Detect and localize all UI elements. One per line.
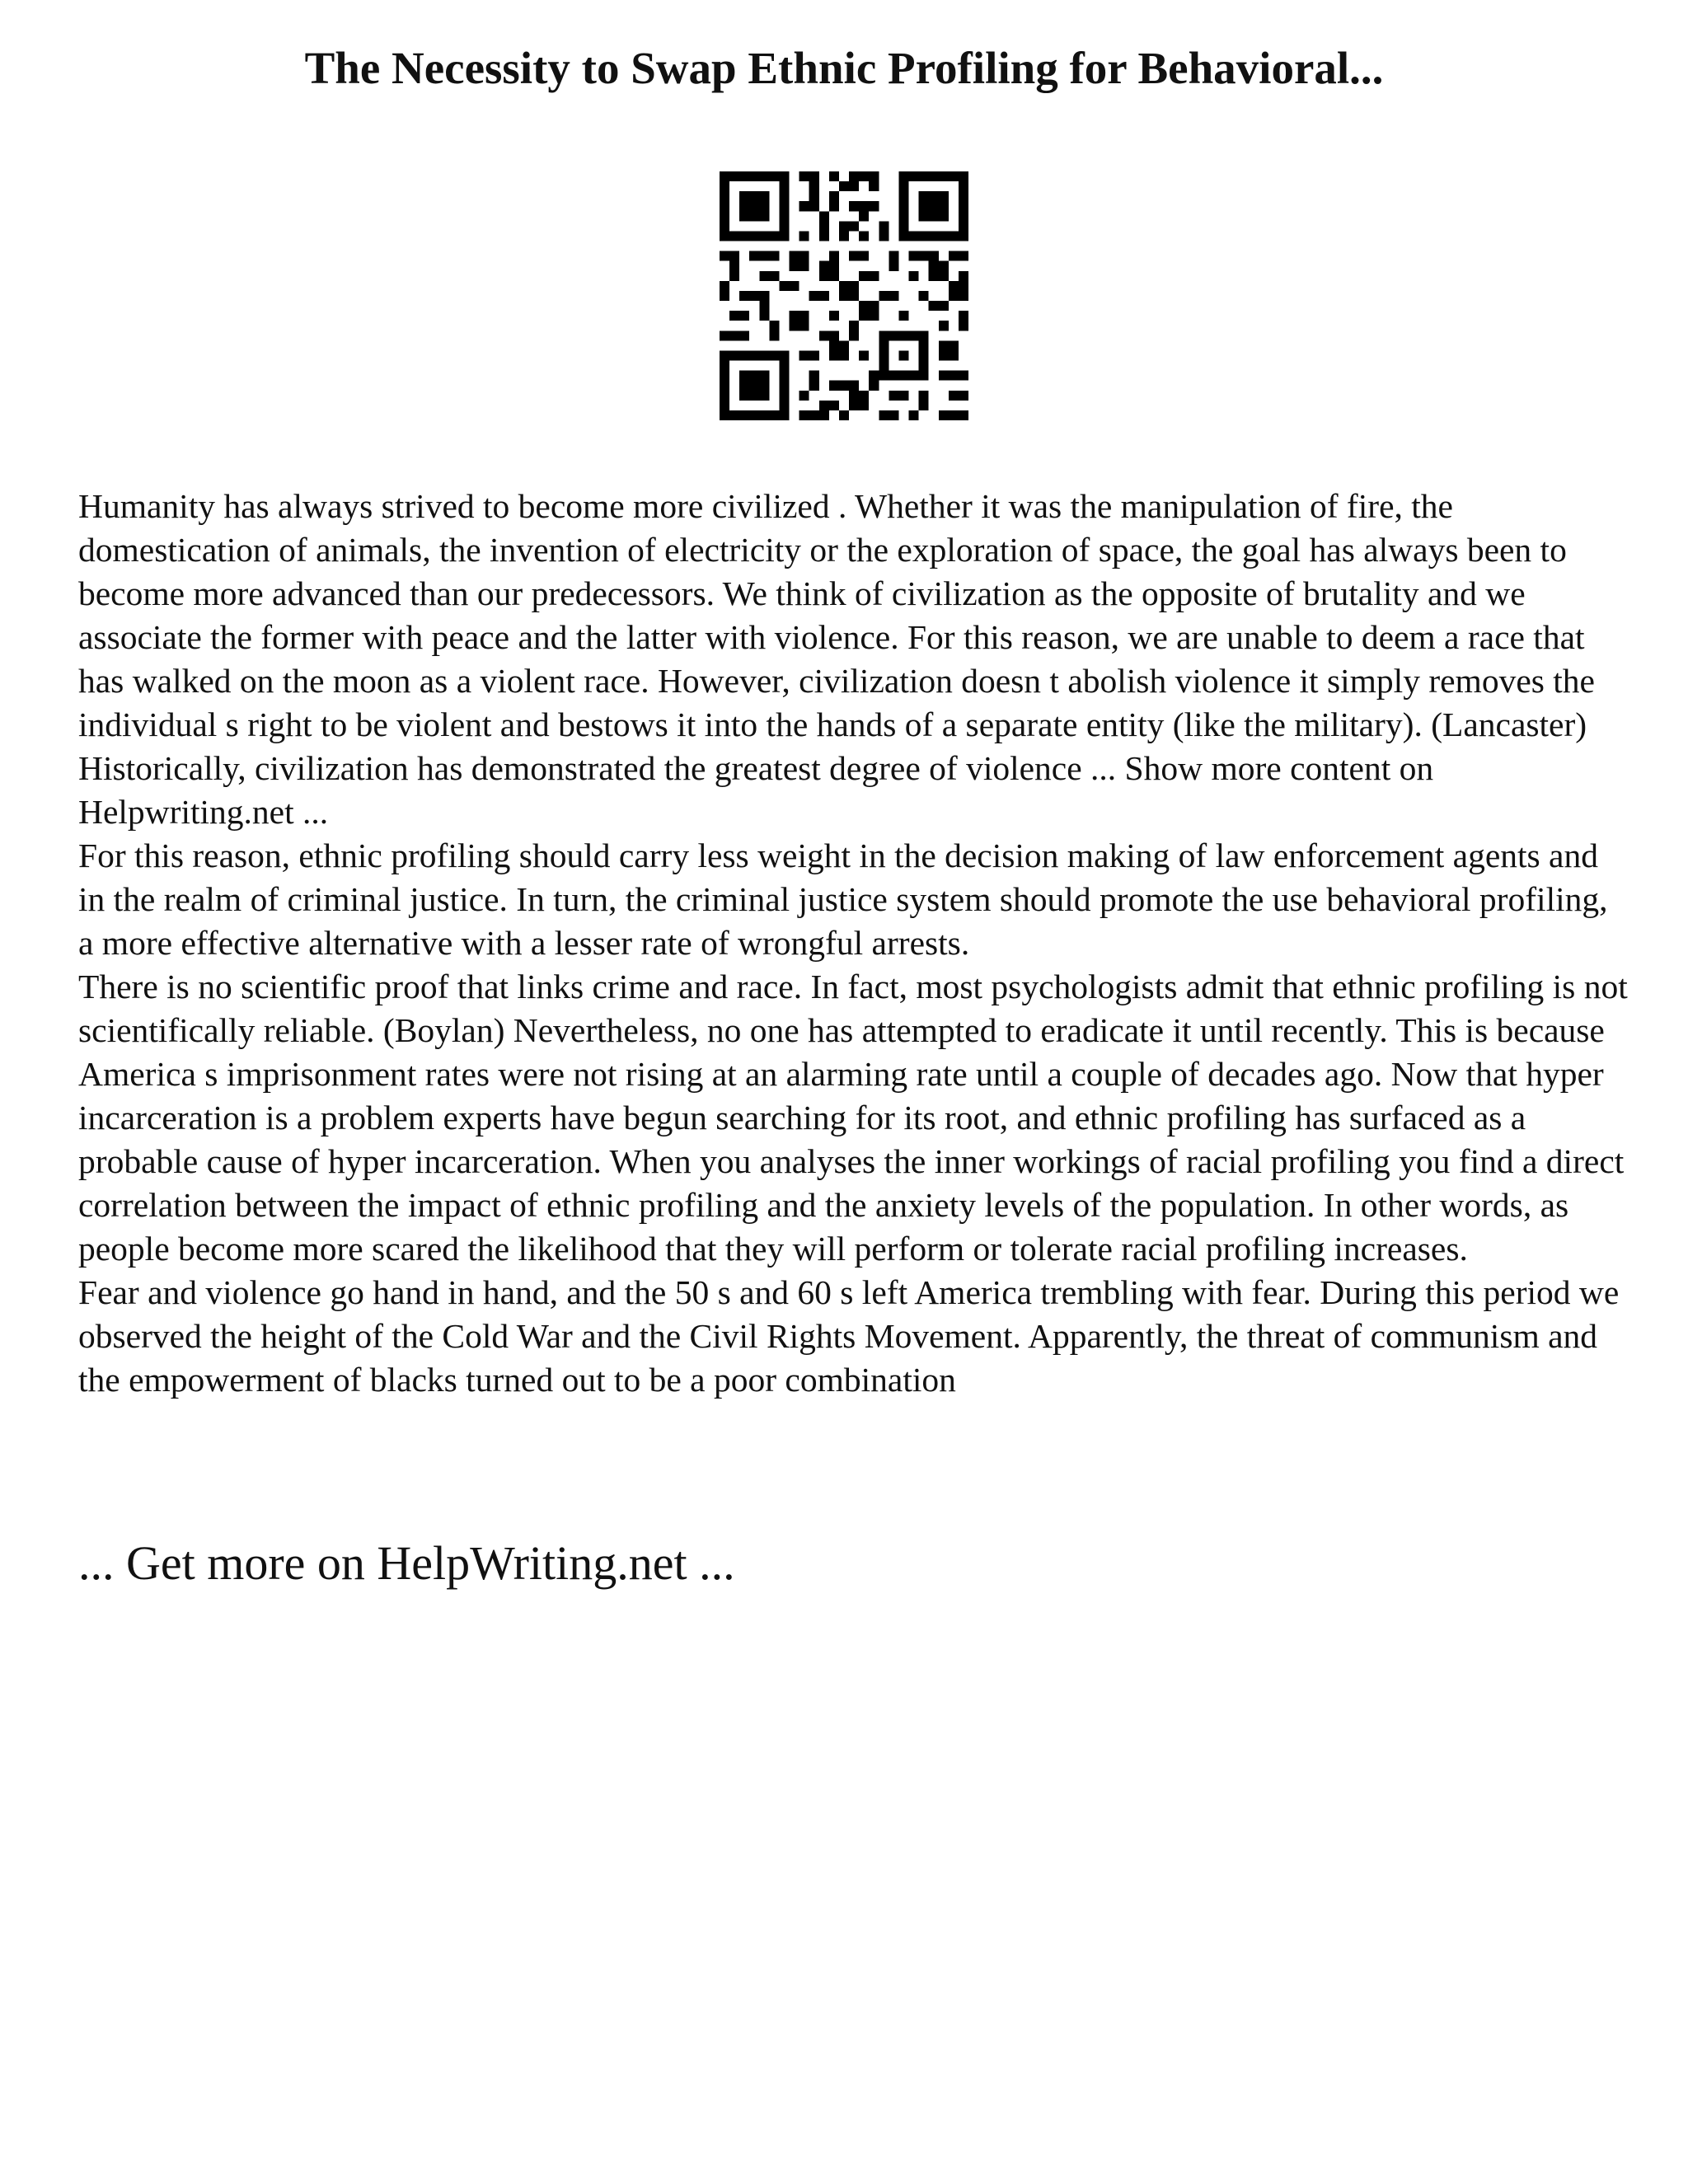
page-title: The Necessity to Swap Ethnic Profiling for Behavioral... bbox=[304, 43, 1384, 93]
paragraph: Historically, civilization has demonstrated the greatest degree of violence ... Show more content on Helpwriting.net ... bbox=[78, 749, 1434, 831]
article-body bbox=[78, 485, 1628, 1402]
paragraph: For this reason, ethnic profiling should carry less weight in the decision making of law enforcement agents and in the realm of criminal justice. In turn, the criminal justice system should promote the use behavioral profiling, a more effective alternative with a lesser rate of wrongful arrests. bbox=[78, 837, 1608, 962]
get-more-link[interactable]: ... Get more on HelpWriting.net ... bbox=[78, 1536, 735, 1590]
paragraph: Fear and violence go hand in hand, and the 50 s and 60 s left America trembling with fear. During this period we observed the height of the Cold War and the Civil Rights Movement. Apparently, the threat of communism and the empowerment of blacks turned out to be a poor combination bbox=[78, 1273, 1620, 1399]
paragraph: There is no scientific proof that links crime and race. In fact, most psychologists admit that ethnic profiling is not scientifically reliable. (Boylan) Nevertheless, no one has attempted to eradicate it until recently. This is because America s imprisonment rates were not rising at an alarming rate until a couple of decades ago. Now that hyper incarceration is a problem experts have begun searching for its root, and ethnic profiling has surfaced as a probable cause of hyper incarceration. When you analyses the inner workings of racial profiling you find a direct correlation between the impact of ethnic profiling and the anxiety levels of the population. In other words, as people become more scared the likelihood that they will perform or tolerate racial profiling increases. bbox=[78, 968, 1628, 1268]
paragraph: Humanity has always strived to become more civilized . Whether it was the manipulation of fire, the domestication of animals, the invention of electricity or the exploration of space, the goal has always been to become more advanced than our predecessors. We think of civilization as the opposite of brutality and we associate the former with peace and the latter with violence. For this reason, we are unable to deem a race that has walked on the moon as a violent race. However, civilization doesn t abolish violence it simply removes the individual s right to be violent and bestows it into the hands of a separate entity (like the military). (Lancaster) bbox=[78, 487, 1595, 743]
qr-code-icon[interactable] bbox=[720, 171, 968, 420]
